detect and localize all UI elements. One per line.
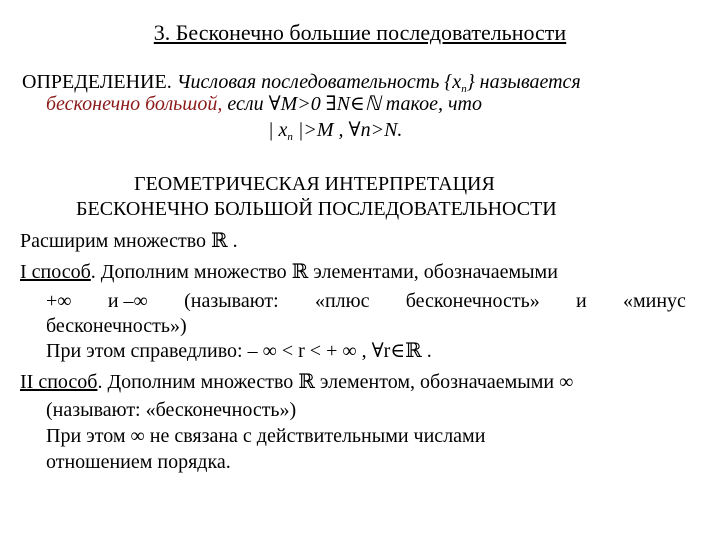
method1-line-3: бесконечность») [46,315,187,337]
definition-line-3 [268,118,402,149]
method1-word-5: бесконечность» [405,290,540,312]
definition-text-2: если ∀M>0 ∃N∈ℕ такое, что [222,93,482,115]
method1-word-2: и –∞ [107,290,148,312]
method1-word-1: +∞ [46,290,72,312]
method1-word-6: и [576,290,587,312]
definition-text-1-end: } называется [466,71,581,93]
subscript-n: n [461,83,467,95]
definition-formula-a: | x [268,119,288,141]
extend-text: Расширим множество ℝ . [20,230,238,252]
definition-label: ОПРЕДЕЛЕНИЕ. [22,71,172,93]
method1-word-7: «минус [622,290,686,312]
geometric-heading-2: БЕСКОНЕЧНО БОЛЬШОЙ ПОСЛЕДОВАТЕЛЬНОСТИ [76,198,557,220]
method1-line-2 [46,289,686,313]
method1-word-3: (называют: [184,290,279,312]
method2-line-2: (называют: «бесконечность») [46,399,297,421]
definition-line-2 [46,92,482,116]
subscript-n-2: n [287,131,293,143]
method2-line-1 [20,370,573,394]
method1-label: I способ [20,261,91,283]
page-title-text: 3. Бесконечно большие последовательности [153,20,567,45]
definition-formula-b: |>M , ∀n>N. [292,119,403,141]
method1-line-1 [20,260,558,284]
method2-line-4: отношением порядка. [46,451,231,473]
definition-term: бесконечно большой, [46,93,223,115]
definition-text-1: Числовая последовательность {x [171,71,462,93]
method1-line-4: При этом справедливо: – ∞ < r < + ∞ , ∀r∈ℝ . [46,340,432,362]
method2-text-1: . Дополним множество ℝ элементом, обозначаемыми ∞ [97,371,574,393]
method1-word-4: «плюс [314,290,370,312]
method2-label: II способ [20,371,98,393]
page-title [0,20,720,46]
method2-line-3: При этом ∞ не связана с действительными числами [46,425,486,447]
method1-text-1: . Дополним множество ℝ элементами, обозначаемыми [90,261,558,283]
geometric-heading-1: ГЕОМЕТРИЧЕСКАЯ ИНТЕРПРЕТАЦИЯ [134,173,495,195]
